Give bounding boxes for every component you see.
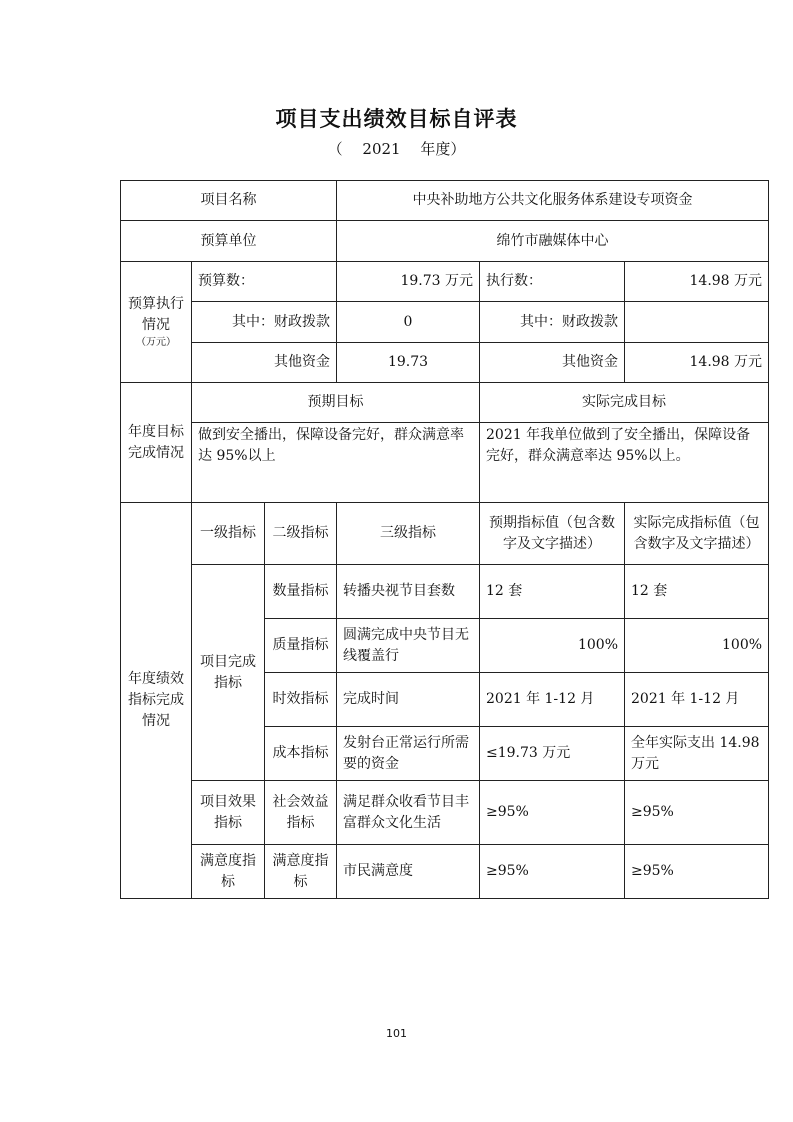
actual-goal-header: 实际完成目标 bbox=[480, 383, 769, 423]
expected-value-cell: 2021 年 1-12 月 bbox=[480, 673, 625, 727]
budget-unit-value: 绵竹市融媒体中心 bbox=[337, 221, 769, 262]
other-funds-budget: 19.73 bbox=[337, 343, 480, 383]
actual-value-cell: 全年实际支出 14.98 万元 bbox=[625, 727, 769, 781]
indicator-row bbox=[121, 781, 769, 845]
indicator-row bbox=[121, 565, 769, 619]
budget-section-label bbox=[121, 262, 192, 383]
actual-value-cell: 12 套 bbox=[625, 565, 769, 619]
exec-amount-label: 执行数： bbox=[480, 262, 625, 302]
fiscal-row bbox=[121, 302, 769, 343]
budget-amount-value: 19.73 万元 bbox=[337, 262, 480, 302]
level3-cell: 满足群众收看节目丰富群众文化生活 bbox=[337, 781, 480, 845]
fiscal-exec-label: 其中：财政拨款 bbox=[480, 302, 625, 343]
level2-cell: 社会效益指标 bbox=[265, 781, 337, 845]
annual-goal-content-row bbox=[121, 423, 769, 503]
expected-goal-text: 做到安全播出，保障设备完好，群众满意率达 95%以上 bbox=[192, 423, 480, 503]
indicator-section-label: 年度绩效指标完成情况 bbox=[121, 503, 192, 899]
budget-unit-row bbox=[121, 221, 769, 262]
level3-cell: 发射台正常运行所需要的资金 bbox=[337, 727, 480, 781]
budget-section-text: 预算执行情况 bbox=[128, 296, 184, 333]
level3-cell: 市民满意度 bbox=[337, 845, 480, 899]
document-year: （ 2021 年度） bbox=[327, 140, 466, 158]
level3-cell: 圆满完成中央节目无线覆盖行 bbox=[337, 619, 480, 673]
project-name-value: 中央补助地方公共文化服务体系建设专项资金 bbox=[337, 181, 769, 221]
other-funds-exec-label: 其他资金 bbox=[480, 343, 625, 383]
document-title: 项目支出绩效目标自评表 bbox=[275, 107, 518, 131]
budget-unit-label: 预算单位 bbox=[121, 221, 337, 262]
level2-cell: 质量指标 bbox=[265, 619, 337, 673]
level2-cell: 数量指标 bbox=[265, 565, 337, 619]
expected-value-cell: ≤19.73 万元 bbox=[480, 727, 625, 781]
other-funds-label: 其他资金 bbox=[192, 343, 337, 383]
actual-goal-text: 2021 年我单位做到了安全播出，保障设备完好，群众满意率达 95%以上。 bbox=[480, 423, 769, 503]
level2-cell: 满意度指标 bbox=[265, 845, 337, 899]
expected-value-cell: 12 套 bbox=[480, 565, 625, 619]
indicator-header-row bbox=[121, 503, 769, 565]
expected-value-cell: 100% bbox=[480, 619, 625, 673]
actual-value-cell: 2021 年 1-12 月 bbox=[625, 673, 769, 727]
budget-unit-note: （万元） bbox=[136, 337, 176, 348]
annual-goal-section-label: 年度目标完成情况 bbox=[121, 383, 192, 503]
other-funds-exec-value: 14.98 万元 bbox=[625, 343, 769, 383]
actual-value-header: 实际完成指标值（包含数字及文字描述） bbox=[625, 503, 769, 565]
actual-value-cell: ≥95% bbox=[625, 781, 769, 845]
indicator-row bbox=[121, 845, 769, 899]
actual-value-cell: ≥95% bbox=[625, 845, 769, 899]
actual-value-cell: 100% bbox=[625, 619, 769, 673]
exec-amount-value: 14.98 万元 bbox=[625, 262, 769, 302]
page-number: 101 bbox=[386, 1027, 407, 1040]
group-project-completion-label: 项目完成指标 bbox=[192, 565, 265, 781]
project-name-row bbox=[121, 181, 769, 221]
level2-cell: 成本指标 bbox=[265, 727, 337, 781]
project-name-label: 项目名称 bbox=[121, 181, 337, 221]
budget-row bbox=[121, 262, 769, 302]
fiscal-budget-value: 0 bbox=[337, 302, 480, 343]
level3-header: 三级指标 bbox=[337, 503, 480, 565]
fiscal-exec-value bbox=[625, 302, 769, 343]
level1-header: 一级指标 bbox=[192, 503, 265, 565]
annual-goal-header-row bbox=[121, 383, 769, 423]
expected-value-cell: ≥95% bbox=[480, 845, 625, 899]
group-satisfaction-label: 满意度指标 bbox=[192, 845, 265, 899]
level2-cell: 时效指标 bbox=[265, 673, 337, 727]
level3-cell: 转播央视节目套数 bbox=[337, 565, 480, 619]
level3-cell: 完成时间 bbox=[337, 673, 480, 727]
level2-header: 二级指标 bbox=[265, 503, 337, 565]
fiscal-label: 其中：财政拨款 bbox=[192, 302, 337, 343]
group-project-effect-label: 项目效果指标 bbox=[192, 781, 265, 845]
evaluation-table bbox=[120, 180, 769, 899]
expected-goal-header: 预期目标 bbox=[192, 383, 480, 423]
expected-value-cell: ≥95% bbox=[480, 781, 625, 845]
budget-amount-label: 预算数： bbox=[192, 262, 337, 302]
expected-value-header: 预期指标值（包含数字及文字描述） bbox=[480, 503, 625, 565]
other-funds-row bbox=[121, 343, 769, 383]
